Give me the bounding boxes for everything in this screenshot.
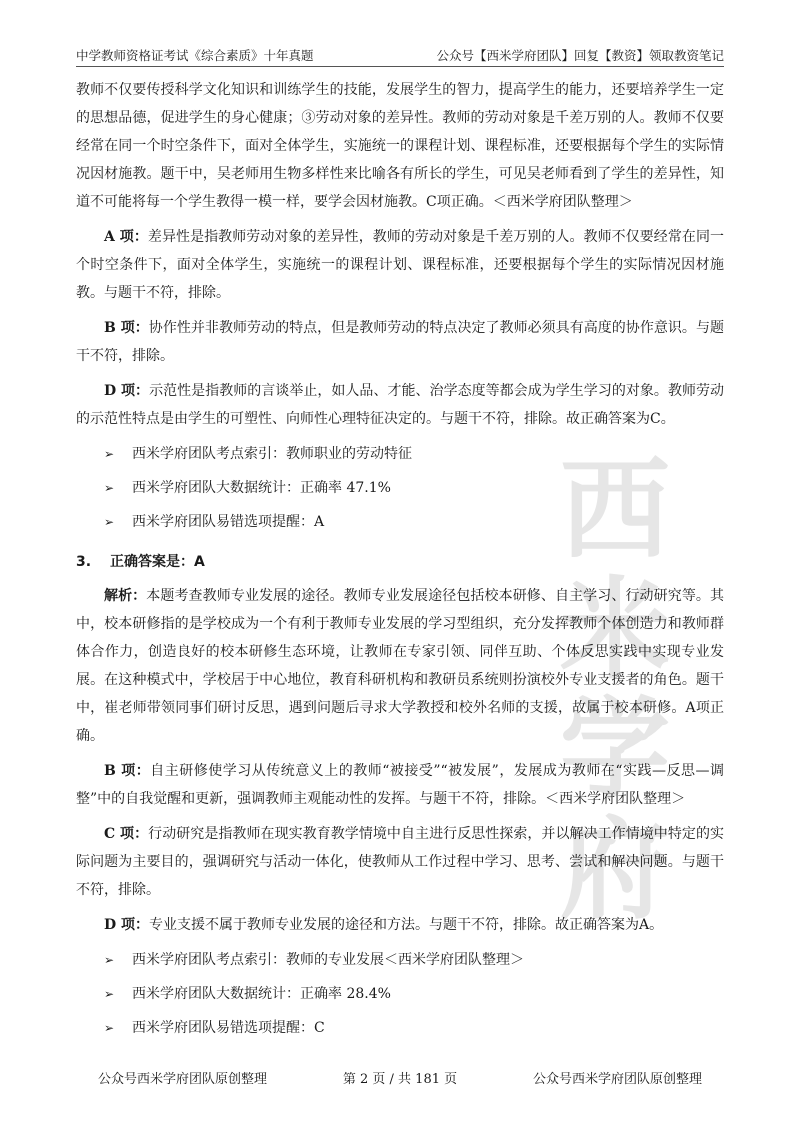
arrowhead-right-icon: ➢ — [104, 515, 115, 529]
bullet-text: 西米学府团队易错选项提醒：A — [132, 514, 325, 530]
page-number: 第 2 页 / 共 181 页 — [342, 1072, 458, 1087]
q2-bullet-topic — [76, 440, 724, 468]
analysis-text: 本题考查教师专业发展的途径。教师专业发展途径包括校本研修、自主学习、行动研究等。其中，校本研修指的是学校成为一个有利于教师专业发展的学习型组织，充分发挥教师个体创造力和教师群体合作力，创造良好的校本研修生态环境，让教师在专家引领、同伴互助、个体反思实践中实现专业发展。在这种模式中，学校居于中心地位，教育科研机构和教研员系统则扮演校外专业支援者的角色。题干中，崔老师带领同事们研讨反思，遇到问题后寻求大学教授和校外名师的支援，故属于校本研修。A项正确。 — [76, 588, 724, 744]
q3-bullet-error — [76, 1014, 724, 1042]
page-header — [76, 40, 724, 67]
page-footer — [76, 1068, 724, 1088]
watermark-line-1: 西米 — [560, 446, 670, 694]
option-text: 协作性并非教师劳动的特点，但是教师劳动的特点决定了教师必须具有高度的协作意识。与题干不符，排除。 — [76, 320, 724, 364]
arrowhead-right-icon: ➢ — [104, 953, 115, 967]
footer-right-text: 公众号西米学府团队原创整理 — [532, 1072, 702, 1087]
bullet-text: 西米学府团队考点索引：教师的专业发展＜西米学府团队整理＞ — [132, 952, 524, 968]
correct-answer: 正确答案是：A — [110, 554, 205, 570]
arrowhead-right-icon: ➢ — [104, 987, 115, 1001]
option-text: 差异性是指教师劳动对象的差异性，教师的劳动对象是千差万别的人。教师不仅要经常在同一个时空条件下，面对全体学生，实施统一的课程计划、课程标准，还要根据每个学生的实际情况因材施教。与题干不符，排除。 — [76, 229, 724, 301]
header-right-text: 公众号【西米学府团队】回复【教资】领取教资笔记 — [436, 48, 724, 63]
footer-left-text: 公众号西米学府团队原创整理 — [98, 1072, 268, 1087]
watermark-line-2: 学府 — [560, 686, 670, 934]
q2-option-b — [76, 314, 724, 370]
q3-option-d — [76, 911, 724, 939]
arrowhead-right-icon: ➢ — [104, 481, 115, 495]
q3-bullet-topic — [76, 946, 724, 974]
bullet-text: 西米学府团队考点索引：教师职业的劳动特征 — [132, 446, 412, 462]
arrowhead-right-icon: ➢ — [104, 447, 115, 461]
question-number: 3. — [76, 554, 92, 570]
q3-option-c — [76, 820, 724, 904]
bullet-text: 西米学府团队易错选项提醒：C — [132, 1020, 325, 1036]
option-label: B 项： — [104, 320, 149, 336]
q3-heading — [76, 548, 724, 576]
analysis-label: 解析： — [104, 588, 147, 604]
bullet-text: 西米学府团队大数据统计：正确率 28.4% — [132, 986, 391, 1002]
q2-bullet-stats — [76, 474, 724, 502]
option-text: 示范性是指教师的言谈举止，如人品、才能、治学态度等都会成为学生学习的对象。教师劳动的示范性特点是由学生的可塑性、向师性心理特征决定的。与题干不符，排除。故正确答案为C。 — [76, 383, 725, 427]
option-text: 行动研究是指教师在现实教育教学情境中自主进行反思性探索，并以解决工作情境中特定的实际问题为主要目的，强调研究与活动一体化，使教师从工作过程中学习、思考、尝试和解决问题。与题干不符，排除。 — [76, 826, 724, 898]
option-label: A 项： — [104, 229, 148, 245]
option-label: C 项： — [104, 826, 149, 842]
header-left-text: 中学教师资格证考试《综合素质》十年真题 — [76, 48, 314, 63]
bullet-text: 西米学府团队大数据统计：正确率 47.1% — [132, 480, 391, 496]
q3-analysis — [76, 582, 724, 750]
option-label: D 项： — [104, 383, 150, 399]
q2-option-a — [76, 223, 724, 307]
q2-bullet-error — [76, 508, 724, 536]
option-text: 自主研修使学习从传统意义上的教师“被接受”“被发展”，发展成为教师在“实践—反思—调整”中的自我觉醒和更新，强调教师主观能动性的发挥。与题干不符，排除。＜西米学府团队整理＞ — [76, 763, 724, 807]
q2-option-d — [76, 377, 724, 433]
arrowhead-right-icon: ➢ — [104, 1021, 115, 1035]
q3-bullet-stats — [76, 980, 724, 1008]
option-label: D 项： — [104, 917, 150, 933]
q3-option-b — [76, 757, 724, 813]
option-label: B 项： — [104, 763, 151, 779]
document-body — [76, 76, 724, 1048]
intro-paragraph: 教师不仅要传授科学文化知识和训练学生的技能，发展学生的智力，提高学生的能力，还要培养学生一定的思想品德，促进学生的身心健康；③劳动对象的差异性。教师的劳动对象是千差万别的人。教师不仅要经常在同一个时空条件下，面对全体学生，实施统一的课程计划、课程标准，还要根据每个学生的实际情况因材施教。题干中，吴老师用生物多样性来比喻各有所长的学生，可见吴老师看到了学生的差异性，知道不可能将每一个学生教得一模一样，要学会因材施教。C项正确。＜西米学府团队整理＞ — [76, 82, 724, 210]
option-text: 专业支援不属于教师专业发展的途径和方法。与题干不符，排除。故正确答案为A。 — [149, 917, 664, 933]
